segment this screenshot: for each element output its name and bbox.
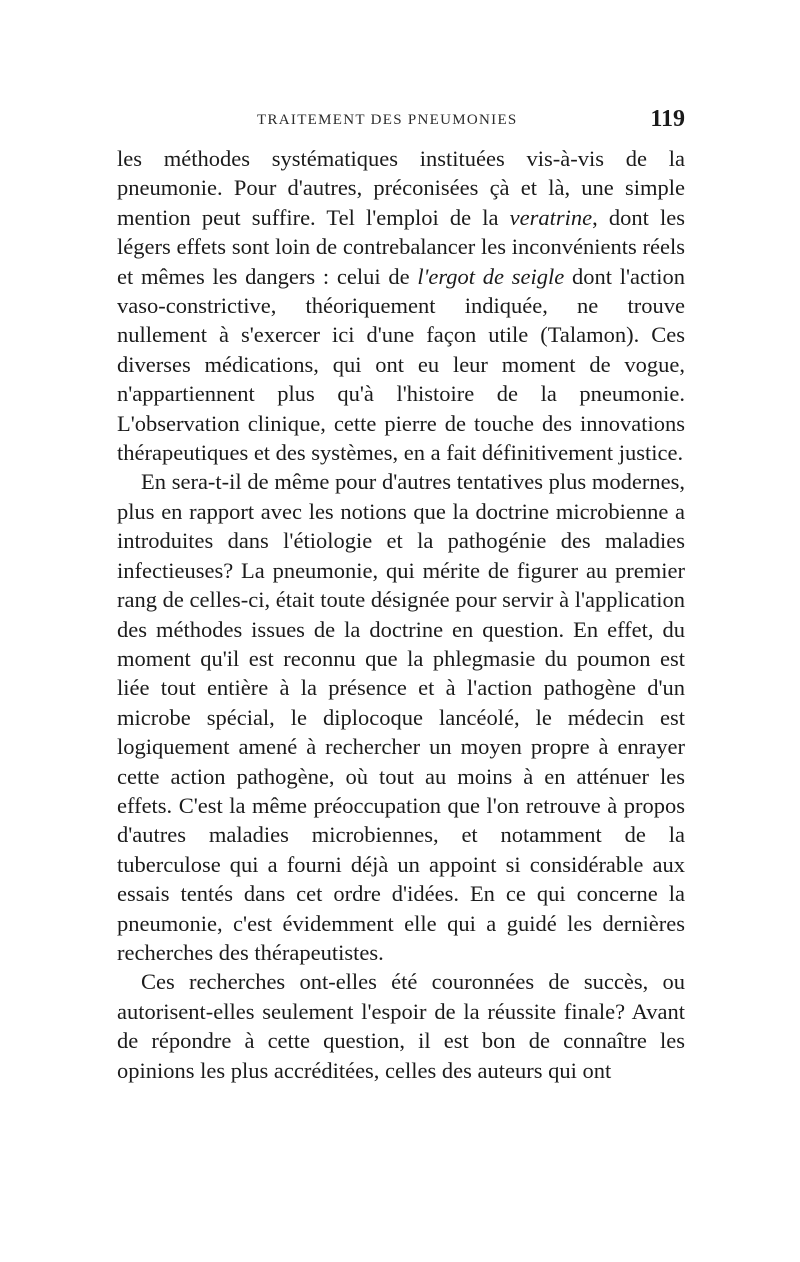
body-text bbox=[117, 144, 685, 1085]
paragraph-2 bbox=[117, 467, 685, 967]
text-run: En sera-t-il de même pour d'autres tentatives plus modernes, plus en rapport avec les notions que la doctrine microbienne a introduites dans l'étiologie et la pathogénie des maladies infectieuses? La pneumonie, qui mérite de figurer au premier rang de celles-ci, était toute désignée pour servir à l'application des méthodes issues de la doctrine en question. En effet, du moment qu'il est reconnu que la phlegmasie du poumon est liée tout entière à la présence et à l'action pathogène d'un microbe spécial, le diplocoque lancéolé, le médecin est logiquement amené à rechercher un moyen propre à enrayer cette action pathogène, où tout au moins à en atténuer les effets. C'est la même préoccupation que l'on retrouve à propos d'autres maladies microbiennes, et notamment de la tuberculose qui a fourni déjà un appoint si considérable aux essais tentés dans cet ordre d'idées. En ce qui concerne la pneumonie, c'est évidemment elle qui a guidé les dernières recherches des thérapeutistes. bbox=[117, 469, 685, 965]
running-header bbox=[117, 100, 685, 140]
text-run: , dont les légers effets sont loin de contrebalancer les inconvénients réels et mêmes les dangers : celui de bbox=[117, 204, 685, 289]
italic-term-ergot: l'ergot de seigle bbox=[417, 263, 565, 289]
paragraph-1 bbox=[117, 144, 685, 467]
running-title: TRAITEMENT DES PNEUMONIES bbox=[257, 112, 518, 128]
italic-term-veratrine: veratrine bbox=[509, 204, 593, 230]
text-run: dont l'action vaso-constrictive, théoriquement indiquée, ne trouve nullement à s'exercer ici d'une façon utile (Talamon). Ces diverses médications, qui ont eu leur moment de vogue, n'appartiennent plus qu'à l'histoire de la pneumonie. L'observation clinique, cette pierre de touche des innovations thérapeutiques et des systèmes, en a fait définitivement justice. bbox=[117, 263, 685, 466]
paragraph-3 bbox=[117, 967, 685, 1085]
text-run: Ces recherches ont-elles été couronnées de succès, ou autorisent-elles seulement l'espoir de la réussite finale? Avant de répondre à cette question, il est bon de connaître les opinions les plus accréditées, celles des auteurs qui ont bbox=[117, 969, 685, 1083]
page-number: 119 bbox=[650, 106, 685, 132]
text-run: les méthodes systématiques instituées vis-à-vis de la pneumonie. Pour d'autres, préconisées çà et là, une simple mention peut suffire. Tel l'emploi de la bbox=[117, 146, 685, 230]
